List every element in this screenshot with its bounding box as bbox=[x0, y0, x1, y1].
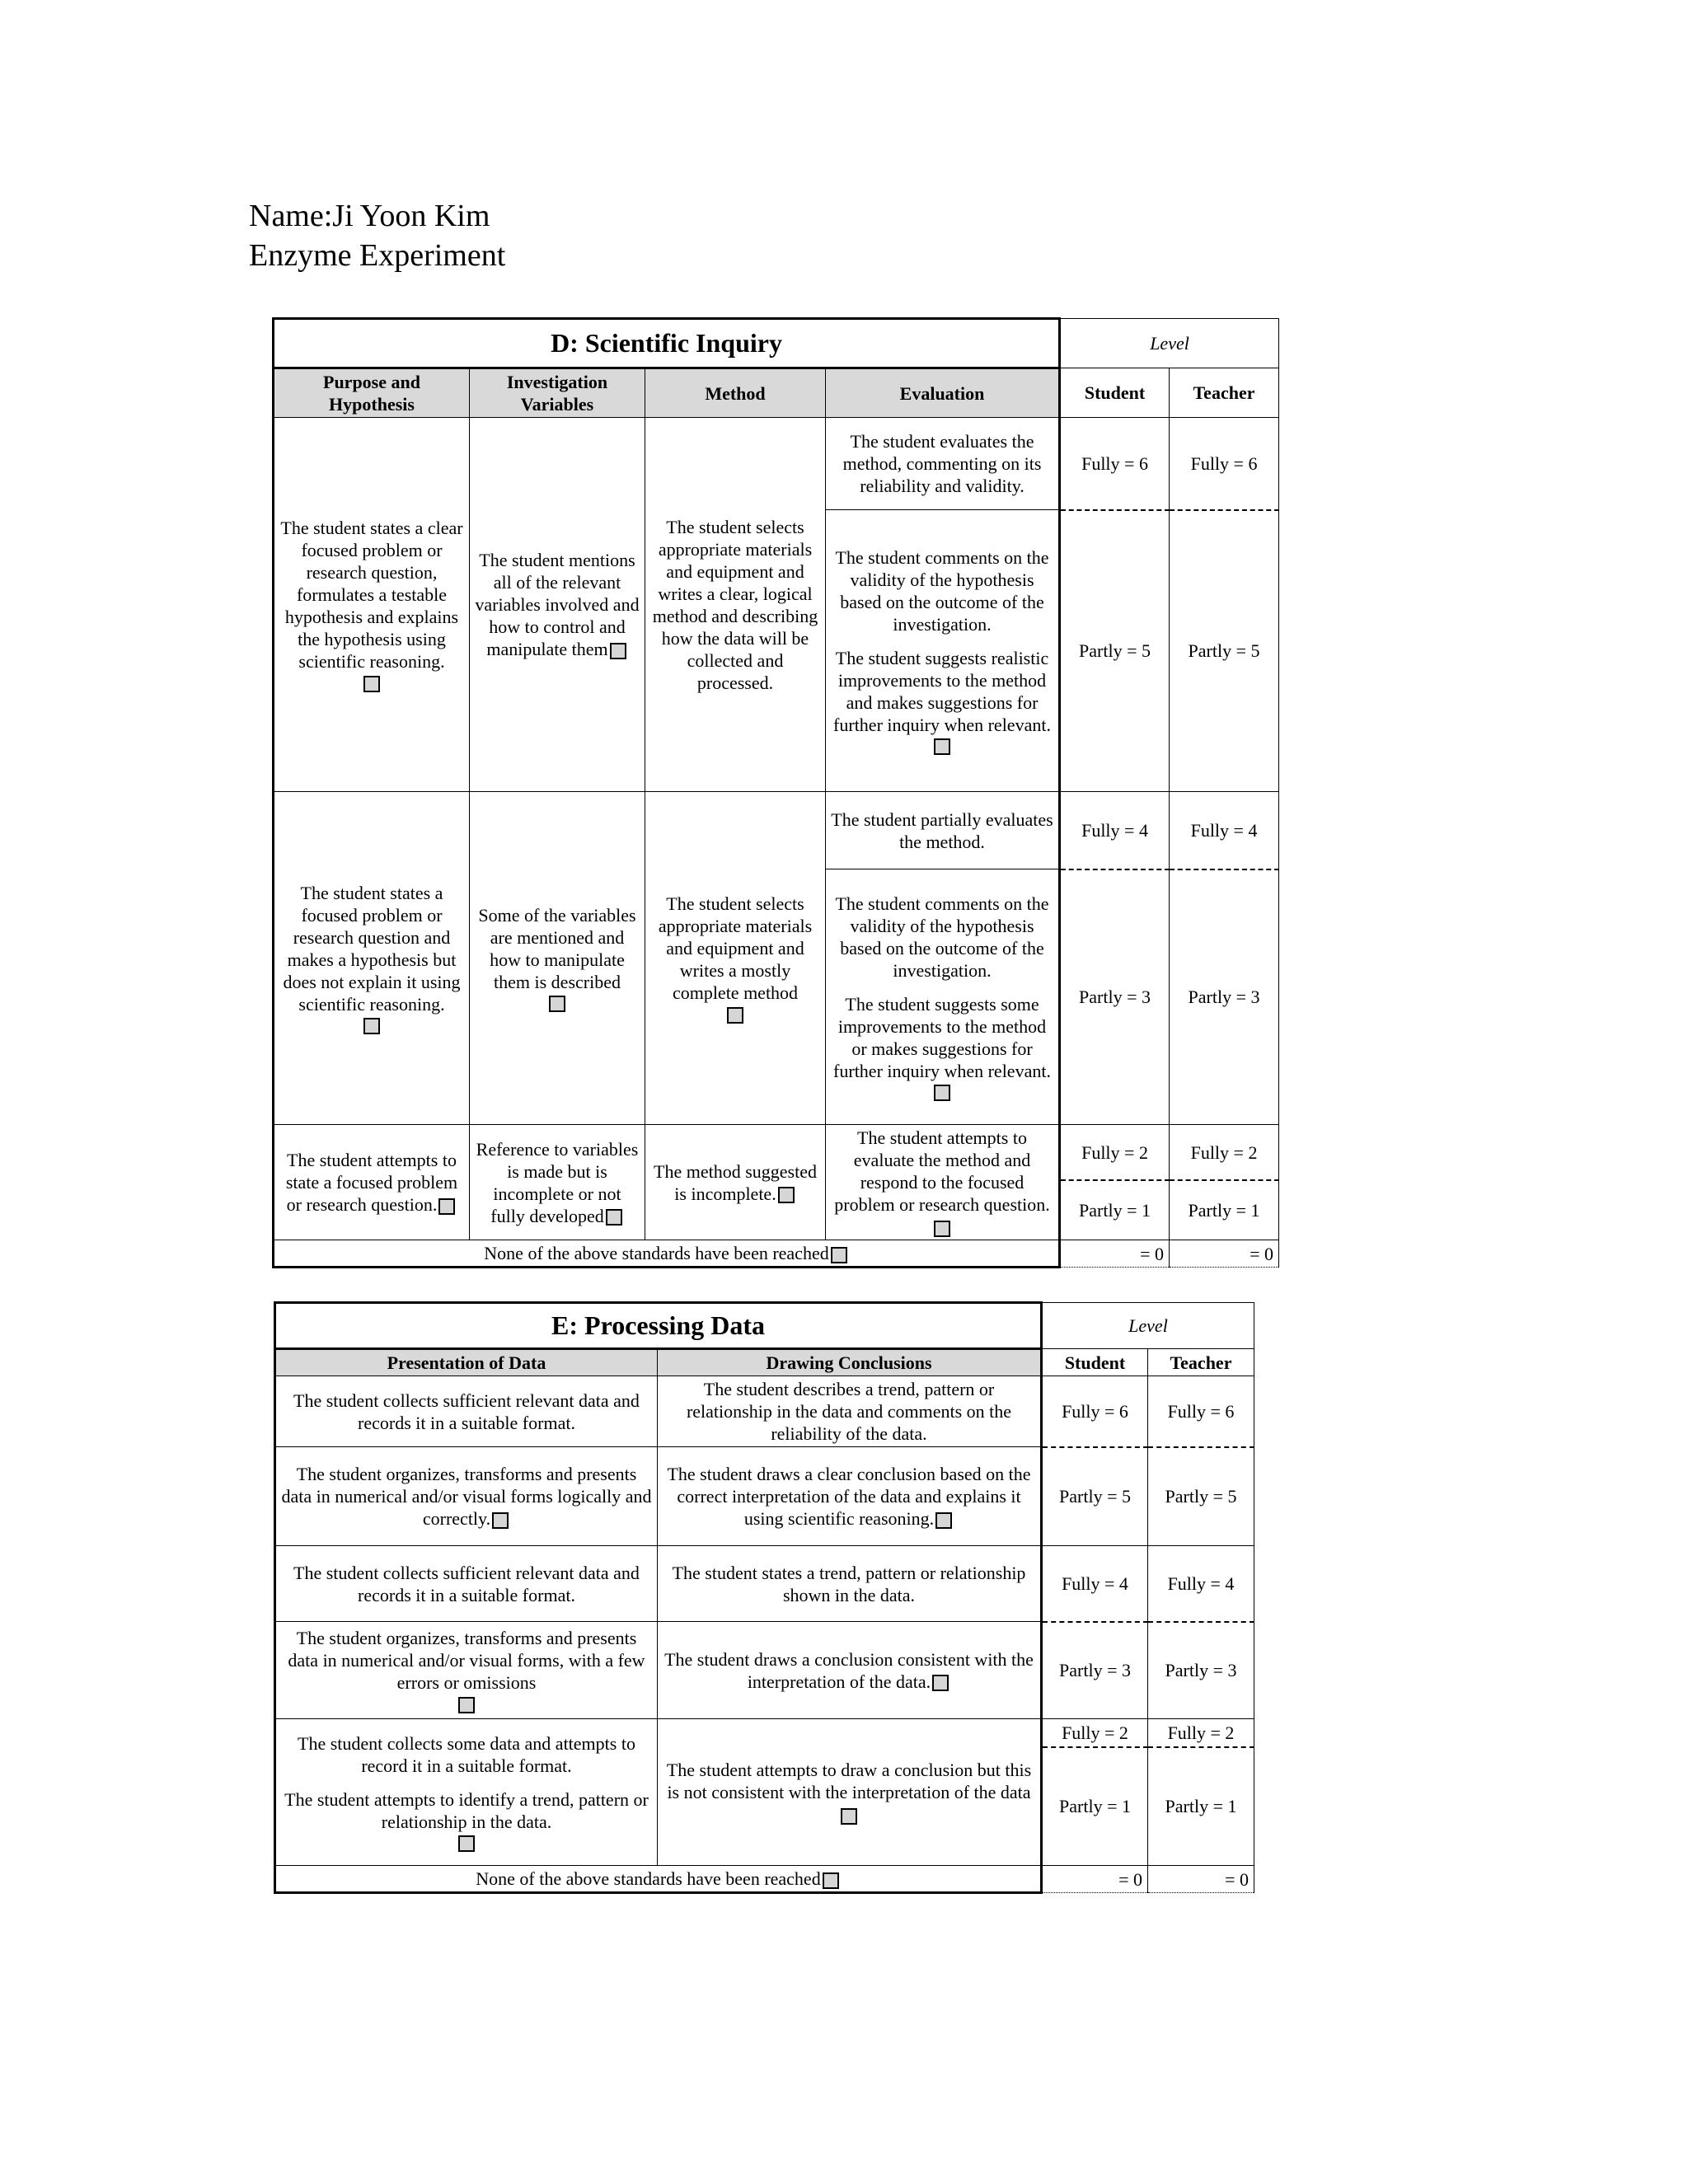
e-mid-conclusion-2: The student draws a conclusion consistent with the interpretation of the data. bbox=[658, 1622, 1042, 1719]
col-student: Student bbox=[1060, 368, 1170, 418]
e-high-presentation-checkbox[interactable] bbox=[492, 1512, 509, 1529]
e-low-conclusion: The student attempts to draw a conclusion but this is not consistent with the interpretation of the data bbox=[658, 1719, 1042, 1866]
d-mid-student-partly[interactable]: Partly = 3 bbox=[1060, 869, 1170, 1125]
d-mid-purpose-checkbox[interactable] bbox=[363, 1018, 380, 1034]
col-presentation-of-data: Presentation of Data bbox=[275, 1349, 658, 1376]
d-low-purpose-checkbox[interactable] bbox=[438, 1198, 455, 1215]
d-high-purpose: The student states a clear focused problem or research question, formulates a testable hypothesis and explains the hypothesis using scientific reasoning. bbox=[274, 418, 470, 792]
col-evaluation: Evaluation bbox=[826, 368, 1060, 418]
d-none-checkbox[interactable] bbox=[831, 1247, 847, 1263]
d-mid-variables-checkbox[interactable] bbox=[549, 996, 565, 1012]
e-low-teacher-partly[interactable]: Partly = 1 bbox=[1148, 1747, 1254, 1866]
d-high-evaluation-1: The student evaluates the method, commenting on its reliability and validity. bbox=[826, 418, 1060, 510]
level-label-e: Level bbox=[1042, 1303, 1254, 1349]
d-high-evaluation-checkbox[interactable] bbox=[934, 738, 950, 755]
d-low-variables: Reference to variables is made but is incomplete or not fully developed bbox=[470, 1125, 645, 1240]
d-high-student-partly[interactable]: Partly = 5 bbox=[1060, 510, 1170, 792]
e-high-teacher-fully[interactable]: Fully = 6 bbox=[1148, 1376, 1254, 1447]
d-mid-teacher-fully[interactable]: Fully = 4 bbox=[1170, 792, 1279, 869]
d-low-variables-checkbox[interactable] bbox=[606, 1209, 622, 1226]
d-high-variables: The student mentions all of the relevant variables involved and how to control and manipulate them bbox=[470, 418, 645, 792]
d-low-evaluation: The student attempts to evaluate the method and respond to the focused problem or research question. bbox=[826, 1125, 1060, 1240]
e-low-student-partly[interactable]: Partly = 1 bbox=[1042, 1747, 1148, 1866]
d-low-student-fully[interactable]: Fully = 2 bbox=[1060, 1125, 1170, 1181]
d-mid-purpose: The student states a focused problem or research question and makes a hypothesis but does not explain it using scientific reasoning. bbox=[274, 792, 470, 1125]
e-low-student-fully[interactable]: Fully = 2 bbox=[1042, 1719, 1148, 1747]
e-none-checkbox[interactable] bbox=[823, 1872, 839, 1889]
e-low-conclusion-checkbox[interactable] bbox=[841, 1808, 857, 1825]
e-mid-conclusion-1: The student states a trend, pattern or relationship shown in the data. bbox=[658, 1546, 1042, 1622]
e-student-zero[interactable]: = 0 bbox=[1042, 1866, 1148, 1893]
e-mid-student-fully[interactable]: Fully = 4 bbox=[1042, 1546, 1148, 1622]
d-high-teacher-partly[interactable]: Partly = 5 bbox=[1170, 510, 1279, 792]
level-label: Level bbox=[1060, 319, 1279, 368]
d-mid-evaluation-1: The student partially evaluates the method. bbox=[826, 792, 1060, 869]
d-none-row: None of the above standards have been reached bbox=[274, 1240, 1060, 1268]
e-high-conclusion-1: The student describes a trend, pattern or relationship in the data and comments on the reliability of the data. bbox=[658, 1376, 1042, 1447]
e-low-teacher-fully[interactable]: Fully = 2 bbox=[1148, 1719, 1254, 1747]
d-student-zero[interactable]: = 0 bbox=[1060, 1240, 1170, 1268]
col-drawing-conclusions: Drawing Conclusions bbox=[658, 1349, 1042, 1376]
e-mid-presentation-2: The student organizes, transforms and presents data in numerical and/or visual forms, with a few errors or omissions bbox=[275, 1622, 658, 1719]
col-student-e: Student bbox=[1042, 1349, 1148, 1376]
d-mid-method: The student selects appropriate materials and equipment and writes a mostly complete method bbox=[645, 792, 826, 1125]
d-mid-teacher-partly[interactable]: Partly = 3 bbox=[1170, 869, 1279, 1125]
d-mid-evaluation-2-3: The student comments on the validity of the hypothesis based on the outcome of the investigation. The student suggests some improvements to the method or makes suggestions for further inquiry when relevant. bbox=[826, 869, 1060, 1125]
d-mid-student-fully[interactable]: Fully = 4 bbox=[1060, 792, 1170, 869]
e-mid-teacher-fully[interactable]: Fully = 4 bbox=[1148, 1546, 1254, 1622]
e-high-student-partly[interactable]: Partly = 5 bbox=[1042, 1447, 1148, 1546]
d-high-student-fully[interactable]: Fully = 6 bbox=[1060, 418, 1170, 510]
col-teacher: Teacher bbox=[1170, 368, 1279, 418]
e-high-presentation-2: The student organizes, transforms and presents data in numerical and/or visual forms logically and correctly. bbox=[275, 1447, 658, 1546]
e-mid-presentation-checkbox[interactable] bbox=[458, 1697, 475, 1713]
e-mid-conclusion-checkbox[interactable] bbox=[932, 1675, 949, 1691]
e-low-presentation: The student collects some data and attempts to record it in a suitable format. The student attempts to identify a trend, pattern or relationship in the data. bbox=[275, 1719, 658, 1866]
student-name: Name:Ji Yoon Kim bbox=[249, 199, 490, 233]
col-investigation-variables: Investigation Variables bbox=[470, 368, 645, 418]
e-none-row: None of the above standards have been reached bbox=[275, 1866, 1042, 1893]
e-high-conclusion-checkbox[interactable] bbox=[935, 1512, 952, 1529]
e-high-presentation-1: The student collects sufficient relevant data and records it in a suitable format. bbox=[275, 1376, 658, 1447]
e-teacher-zero[interactable]: = 0 bbox=[1148, 1866, 1254, 1893]
e-high-student-fully[interactable]: Fully = 6 bbox=[1042, 1376, 1148, 1447]
d-mid-variables: Some of the variables are mentioned and how to manipulate them is described bbox=[470, 792, 645, 1125]
d-low-purpose: The student attempts to state a focused problem or research question. bbox=[274, 1125, 470, 1240]
d-high-variables-checkbox[interactable] bbox=[610, 643, 626, 659]
d-low-evaluation-checkbox[interactable] bbox=[934, 1221, 950, 1237]
e-mid-presentation-1: The student collects sufficient relevant data and records it in a suitable format. bbox=[275, 1546, 658, 1622]
d-high-teacher-fully[interactable]: Fully = 6 bbox=[1170, 418, 1279, 510]
d-low-method-checkbox[interactable] bbox=[778, 1187, 795, 1203]
criterion-d-table bbox=[272, 317, 1279, 1268]
d-low-teacher-fully[interactable]: Fully = 2 bbox=[1170, 1125, 1279, 1181]
e-high-teacher-partly[interactable]: Partly = 5 bbox=[1148, 1447, 1254, 1546]
criterion-e-title: E: Processing Data bbox=[275, 1303, 1042, 1349]
d-mid-method-checkbox[interactable] bbox=[727, 1007, 743, 1024]
col-teacher-e: Teacher bbox=[1148, 1349, 1254, 1376]
d-low-method: The method suggested is incomplete. bbox=[645, 1125, 826, 1240]
d-high-evaluation-2-3: The student comments on the validity of the hypothesis based on the outcome of the investigation. The student suggests realistic improvements to the method and makes suggestions for further inquiry when relevant. bbox=[826, 510, 1060, 792]
e-low-presentation-checkbox[interactable] bbox=[458, 1835, 475, 1852]
d-low-teacher-partly[interactable]: Partly = 1 bbox=[1170, 1180, 1279, 1240]
col-method: Method bbox=[645, 368, 826, 418]
d-teacher-zero[interactable]: = 0 bbox=[1170, 1240, 1279, 1268]
d-high-method: The student selects appropriate materials and equipment and writes a clear, logical method and describing how the data will be collected and processed. bbox=[645, 418, 826, 792]
criterion-d-title: D: Scientific Inquiry bbox=[274, 319, 1060, 368]
d-high-purpose-checkbox[interactable] bbox=[363, 676, 380, 692]
col-purpose-hypothesis: Purpose and Hypothesis bbox=[274, 368, 470, 418]
e-mid-student-partly[interactable]: Partly = 3 bbox=[1042, 1622, 1148, 1719]
experiment-title: Enzyme Experiment bbox=[249, 238, 506, 273]
e-high-conclusion-2: The student draws a clear conclusion based on the correct interpretation of the data and explains it using scientific reasoning. bbox=[658, 1447, 1042, 1546]
d-low-student-partly[interactable]: Partly = 1 bbox=[1060, 1180, 1170, 1240]
criterion-e-table bbox=[274, 1301, 1254, 1894]
d-mid-evaluation-checkbox[interactable] bbox=[934, 1085, 950, 1101]
e-mid-teacher-partly[interactable]: Partly = 3 bbox=[1148, 1622, 1254, 1719]
